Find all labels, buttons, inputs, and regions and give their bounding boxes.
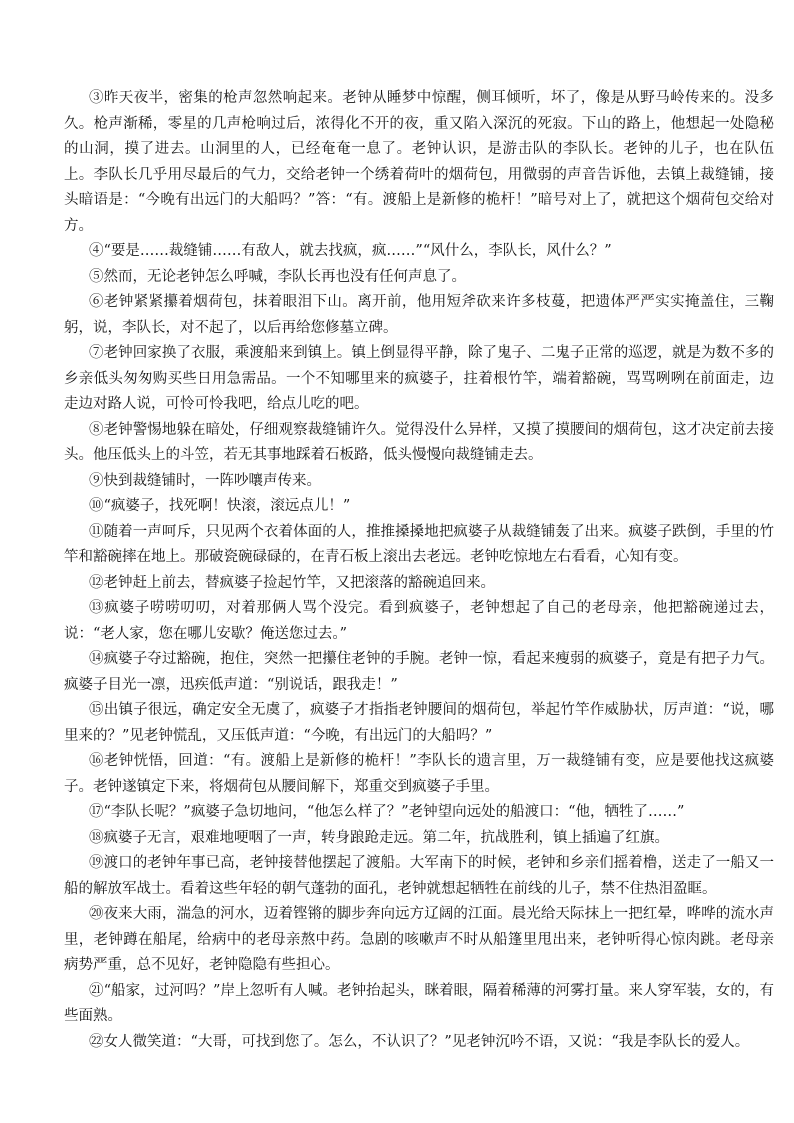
paragraph-5: ⑤然而，无论老钟怎么呼喊，李队长再也没有任何声息了。: [89, 268, 466, 285]
paragraph-4: ④“要是……裁缝铺……有敌人，就去找疯，疯……”“风什么，李队长，风什么？”: [89, 243, 612, 259]
paragraph-20: ⑳夜来大雨，湍急的河水，迈着铿锵的脚步奔向远方辽阔的江面。晨光给天际抹上一把红晕，哗哗的流水声里，老钟蹲在船尾，给病中的老母亲熬中药。急剧的咳嗽声不时从船篷里甩出来，老钟听得心惊肉跳。老母亲病势严重，总不见好，老钟隐隐有些担心。: [64, 906, 774, 973]
paragraph-8: ⑧老钟警惕地躲在暗处，仔细观察裁缝铺许久。觉得没什么异样，又摸了摸腰间的烟荷包，这才决定前去接头。他压低头上的斗笠，若无其事地踩着石板路，低头慢慢向裁缝铺走去。: [64, 421, 774, 463]
paragraph-16: ⑯老钟恍悟，回道：“有。渡船上是新修的桅杆！”李队长的遗言里，万一裁缝铺有变，应是要他找这疯婆子。老钟遂镇定下来，将烟荷包从腰间解下，郑重交到疯婆子手里。: [64, 753, 774, 795]
paragraph-15: ⑮出镇子很远，确定安全无虞了，疯婆子才指指老钟腰间的烟荷包，举起竹竿作威胁状，厉声道：“说，哪里来的？”见老钟慌乱，又压低声道：“今晚，有出远门的大船吗？”: [64, 702, 774, 744]
paragraph-12: ⑫老钟赶上前去，替疯婆子捡起竹竿，又把滚落的豁碗追回来。: [89, 574, 495, 591]
document-body: [64, 86, 774, 1055]
paragraph-3: ③昨天夜半，密集的枪声忽然响起来。老钟从睡梦中惊醒，侧耳倾听，坏了，像是从野马岭传来的。没多久。枪声渐稀，零星的几声枪响过后，浓得化不开的夜，重又陷入深沉的死寂。下山的路上，他想起一处隐秘的山洞，摸了进去。山洞里的人，已经奄奄一息了。老钟认识，是游击队的李队长。老钟的儿子，也在队伍上。李队长几乎用尽最后的气力，交给老钟一个绣着荷叶的烟荷包，用微弱的声音告诉他，去镇上裁缝铺，接头暗语是：“今晚有出远门的大船吗？”答：“有。渡船上是新修的桅杆！”暗号对上了，就把这个烟荷包交给对方。: [64, 90, 774, 234]
paragraph-14: ⑭疯婆子夺过豁碗，抱住，突然一把攥住老钟的手腕。老钟一惊，看起来瘦弱的疯婆子，竟是有把子力气。疯婆子目光一凛，迅疾低声道：“别说话，跟我走！”: [64, 651, 774, 693]
paragraph-22: ㉒女人微笑道：“大哥，可找到您了。怎么，不认识了？”见老钟沉吟不语，又说：“我是李队长的爱人。: [89, 1033, 750, 1050]
paragraph-18: ⑱疯婆子无言，艰难地哽咽了一声，转身踉跄走远。第二年，抗战胜利，镇上插遍了红旗。: [89, 829, 669, 846]
paragraph-21: ㉑“船家，过河吗？”岸上忽听有人喊。老钟抬起头，眯着眼，隔着稀薄的河雾打量。来人穿军装，女的，有些面熟。: [64, 982, 774, 1024]
paragraph-17: ⑰“李队长呢？”疯婆子急切地问，“他怎么样了？”老钟望向远处的船渡口：“他，牺牲了……”: [89, 804, 685, 820]
paragraph-19: ⑲渡口的老钟年事已高，老钟接替他摆起了渡船。大军南下的时候，老钟和乡亲们摇着橹，送走了一船又一船的解放军战士。看着这些年轻的朝气蓬勃的面孔，老钟就想起牺牲在前线的儿子，禁不住热泪盈眶。: [64, 855, 774, 897]
paragraph-11: ⑪随着一声呵斥，只见两个衣着体面的人，推推搡搡地把疯婆子从裁缝铺轰了出来。疯婆子跌倒，手里的竹竿和豁碗摔在地上。那破瓷碗碌碌的，在青石板上滚出去老远。老钟吃惊地左右看看，心知有变。: [64, 523, 774, 565]
paragraph-6: ⑥老钟紧紧攥着烟荷包，抹着眼泪下山。离开前，他用短斧砍来许多枝蔓，把遗体严严实实掩盖住，三鞠躬，说，李队长，对不起了，以后再给您修墓立碑。: [64, 294, 774, 336]
paragraph-10: ⑩“疯婆子，找死啊！快滚，滚远点儿！”: [89, 498, 351, 514]
paragraph-7: ⑦老钟回家换了衣服，乘渡船来到镇上。镇上倒显得平静，除了鬼子、二鬼子正常的巡逻，就是为数不多的乡亲低头匆匆购买些日用急需品。一个不知哪里来的疯婆子，拄着根竹竿，端着豁碗，骂骂咧咧在前面走，边走边对路人说，可怜可怜我吧，给点儿吃的吧。: [64, 345, 774, 412]
paragraph-13: ⑬疯婆子唠唠叨叨，对着那俩人骂个没完。看到疯婆子，老钟想起了自己的老母亲，他把豁碗递过去，说：“老人家，您在哪儿安歇？俺送您过去。”: [64, 600, 774, 642]
paragraph-9: ⑨快到裁缝铺时，一阵吵嚷声传来。: [89, 472, 321, 489]
